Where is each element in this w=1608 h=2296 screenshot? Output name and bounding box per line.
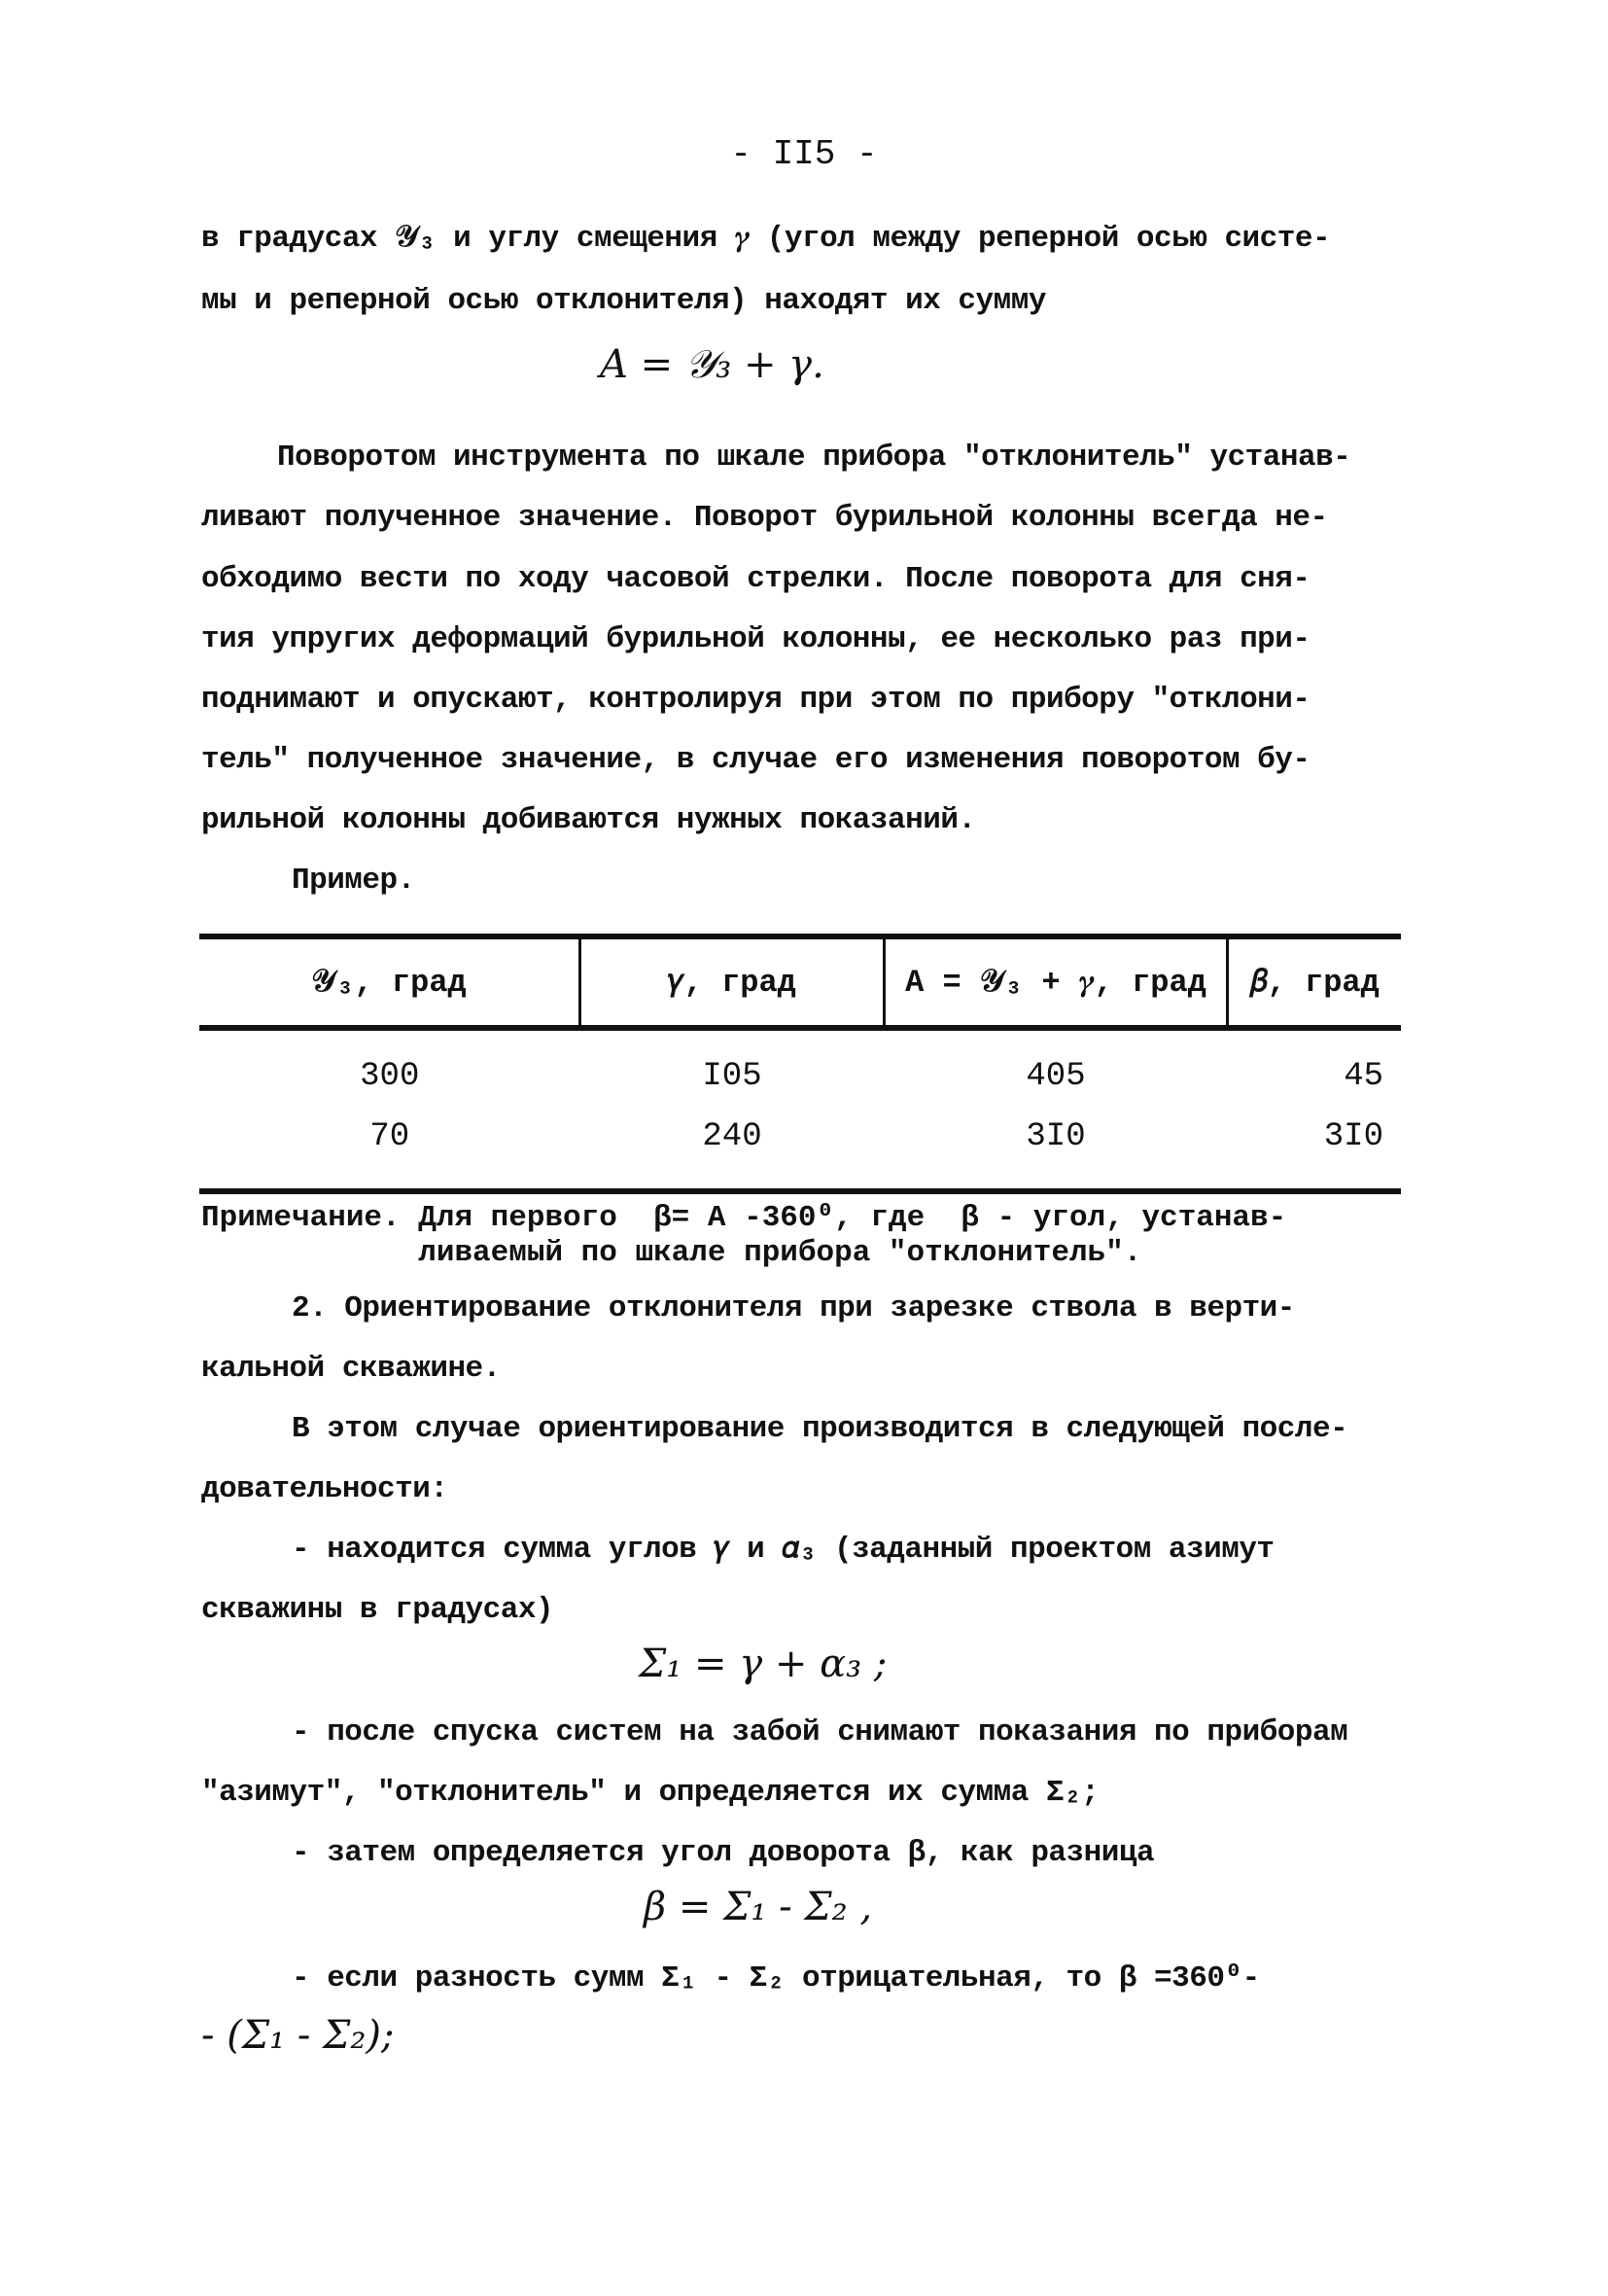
note-line: ливаемый по шкале прибора "отклонитель". xyxy=(201,1236,1142,1270)
text-line: тия упругих деформаций бурильной колонны, ее несколько раз при- xyxy=(201,622,1311,656)
example-table xyxy=(199,934,1401,1194)
list-item: "азимут", "отклонитель" и определяется их сумма Σ₂; xyxy=(201,1776,1100,1810)
table-cell: 45 xyxy=(1344,1058,1383,1095)
text-line: В этом случае ориентирование производится в следующей после- xyxy=(292,1412,1348,1446)
table-cell: 3I0 xyxy=(885,1107,1228,1191)
table-cell: 405 xyxy=(1026,1058,1086,1095)
section-heading: 2. Ориентирование отклонителя при зарезке ствола в верти- xyxy=(292,1291,1295,1325)
formula-A: A = 𝒴₃ + 𝛾. xyxy=(600,342,824,387)
text-line: рильной колонны добиваются нужных показаний. xyxy=(201,803,976,837)
formula-beta: β = Σ₁ - Σ₂ , xyxy=(644,1885,873,1929)
table-header-cell: 𝛽, град xyxy=(1228,936,1402,1028)
example-label: Пример. xyxy=(292,864,415,898)
list-item: - затем определяется угол доворота β, как разница xyxy=(292,1836,1155,1870)
table-cell: 240 xyxy=(580,1107,885,1191)
table-header-cell: 𝛾, град xyxy=(580,936,885,1028)
text-line: тель" полученное значение, в случае его изменения поворотом бу- xyxy=(201,743,1311,777)
list-item: - после спуска систем на забой снимают показания по приборам xyxy=(292,1715,1348,1749)
table-row xyxy=(199,1028,1401,1107)
formula-continuation: - (Σ₁ - Σ₂); xyxy=(201,2013,395,2058)
table-note xyxy=(201,1201,1286,1271)
table-header-row xyxy=(199,936,1401,1028)
table-cell: 70 xyxy=(199,1107,580,1191)
table-row xyxy=(199,1107,1401,1191)
table-cell: 3I0 xyxy=(1228,1107,1402,1191)
text-line: довательности: xyxy=(201,1472,448,1506)
list-item: - находится сумма углов 𝛾 и 𝛼₃ (заданный проектом азимут xyxy=(292,1533,1275,1567)
text-line: поднимают и опускают, контролируя при этом по прибору "отклони- xyxy=(201,683,1311,717)
note-line: Примечание. Для первого β= A -360⁰, где β - угол, устанав- xyxy=(201,1201,1287,1235)
text-line: в градусах 𝒴₃ и углу смещения 𝛾 (угол между реперной осью систе- xyxy=(201,222,1331,256)
formula-sum1: Σ₁ = 𝛾 + 𝛼₃ ; xyxy=(639,1642,888,1686)
text-line: обходимо вести по ходу часовой стрелки. После поворота для сня- xyxy=(201,562,1311,596)
section-heading: кальной скважине. xyxy=(201,1352,501,1386)
text-line: мы и реперной осью отклонителя) находят их сумму xyxy=(201,284,1046,318)
list-item: скважины в градусах) xyxy=(201,1593,554,1627)
text-line: ливают полученное значение. Поворот бурильной колонны всегда не- xyxy=(201,501,1328,535)
table-header-cell: A = 𝒴₃ + 𝛾, град xyxy=(885,936,1228,1028)
table-cell: I05 xyxy=(702,1058,762,1095)
table-cell: 300 xyxy=(360,1058,420,1095)
table-header-cell: 𝒴₃, град xyxy=(199,936,580,1028)
list-item: - если разность сумм Σ₁ - Σ₂ отрицательная, то β =360⁰- xyxy=(292,1961,1260,1996)
page-number: - II5 - xyxy=(730,134,878,174)
text-line: Поворотом инструмента по шкале прибора "отклонитель" устанав- xyxy=(277,441,1351,475)
